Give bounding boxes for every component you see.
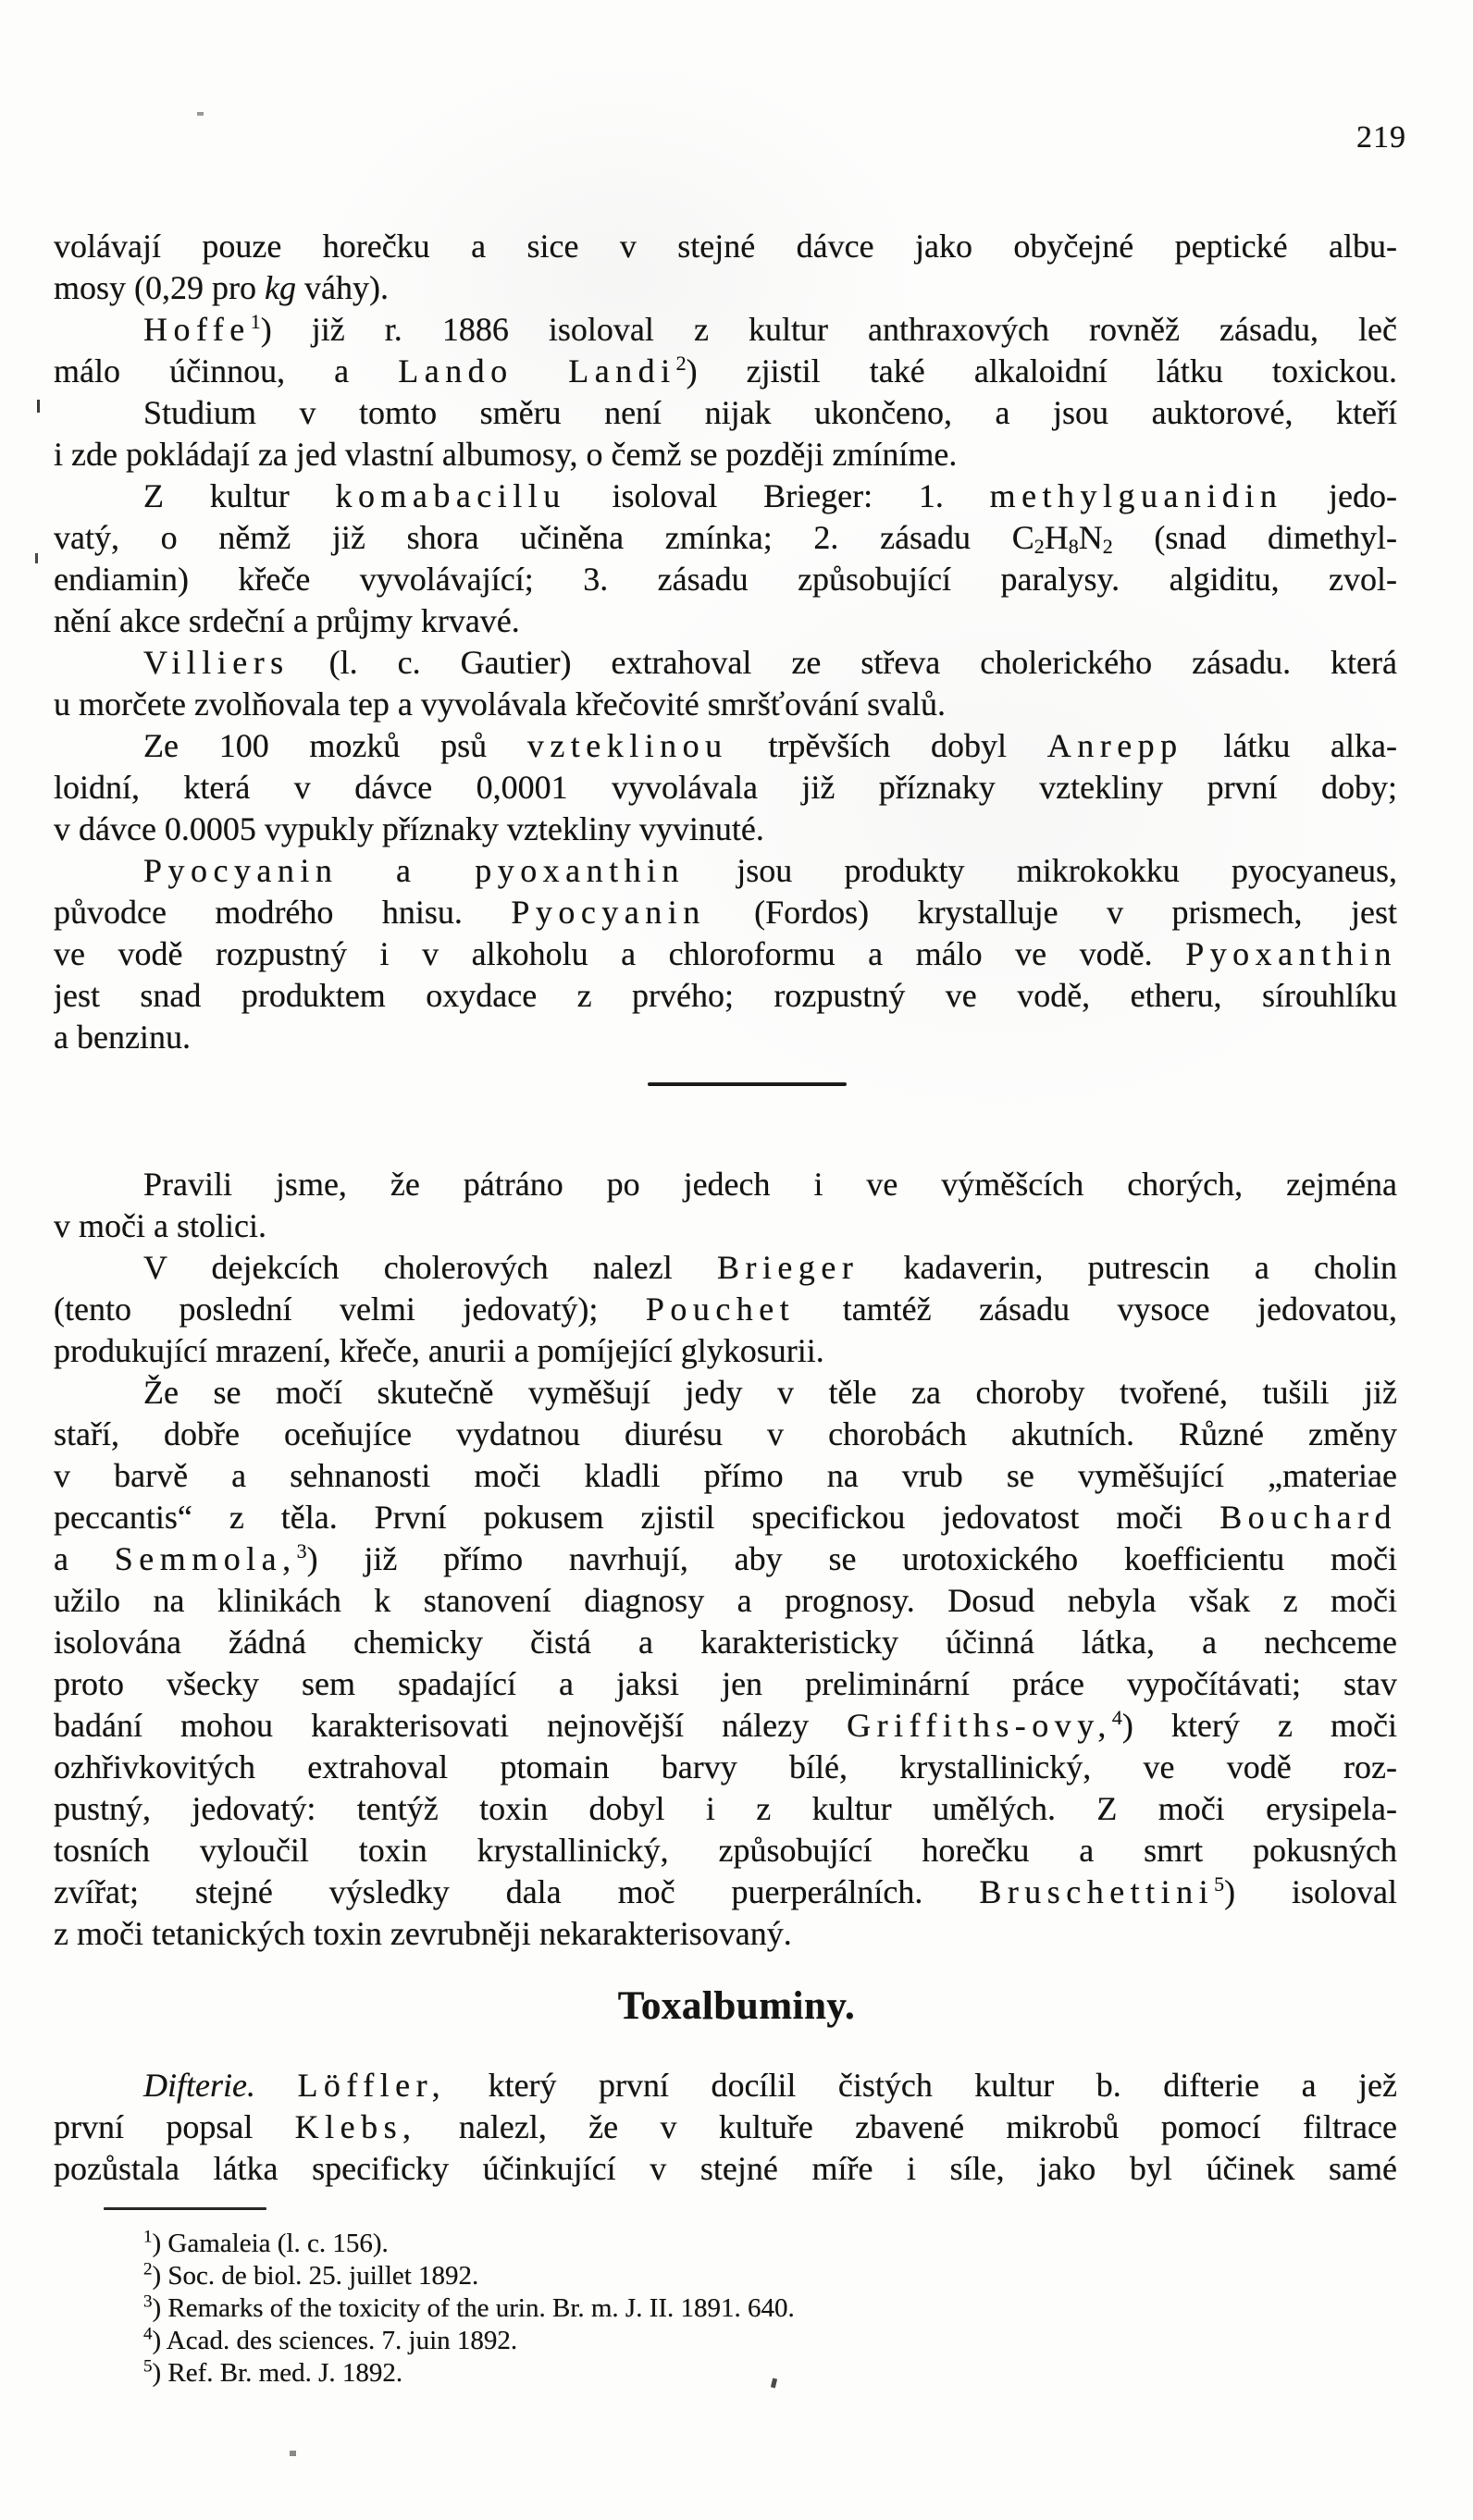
spaced-name: vzteklinou (526, 727, 728, 764)
text-run: váhy). (295, 269, 389, 306)
chem-subscript: 2 (1034, 534, 1045, 558)
text-run: první popsal (54, 2108, 295, 2145)
text-run: Ze 100 mozků psů (143, 727, 527, 764)
footnote-text: ) Soc. de biol. 25. juillet 1892. (152, 2261, 479, 2291)
text-line: tosních vyloučil toxin krystallinický, způsobující horečku a smrt pokusných (54, 1832, 1397, 1869)
text-line: a benzinu. (54, 1019, 191, 1056)
text-line: loidní, která v dávce 0,0001 vyvolávala již příznaky vztekliny první doby; (54, 769, 1397, 806)
text-run: (tento poslední velmi jedovatý); (54, 1291, 646, 1328)
text-line: ozhřivkovitých extrahoval ptomain barvy bílé, krystallinický, ve vodě roz- (54, 1748, 1397, 1785)
text-run: N (1078, 519, 1103, 556)
footnote-marker: 4 (143, 2325, 153, 2344)
text-run: nalezl, že v kultuře zbavené mikrobů pomocí filtrace (416, 2108, 1397, 2145)
footnote-item (54, 2325, 1397, 2357)
text-line (54, 351, 1397, 392)
text-line: z moči tetanických toxin zevrubněji nekarakterisovaný. (54, 1915, 792, 1952)
spaced-name: Villiers (143, 644, 290, 681)
text-line (54, 309, 1397, 351)
spaced-name: Hoffe (143, 311, 251, 348)
text-run (255, 2067, 297, 2104)
footnote-text: ) Acad. des sciences. 7. juin 1892. (152, 2326, 518, 2355)
footnote-item (54, 2260, 1397, 2292)
section-divider (648, 1082, 847, 1086)
footnote-marker: 3 (143, 2292, 153, 2312)
text-run: ) již r. 1886 isoloval z kultur anthraxových rovněž zásadu, leč (260, 311, 1397, 348)
text-line: jest snad produktem oxydace z prvého; rozpustný ve vodě, etheru, sírouhlíku (54, 977, 1397, 1014)
text-run: V dejekcích cholerových nalezl (143, 1249, 717, 1286)
text-line (54, 1247, 1397, 1289)
spaced-name: Anrepp (1046, 727, 1183, 764)
text-run: (l. c. Gautier) extrahoval ze střeva cholerického zásadu. která (289, 644, 1397, 681)
scan-speck (197, 112, 204, 116)
scan-speck (290, 2451, 296, 2456)
text-line: pozůstala látka specificky účinkující v stejné míře i síle, jako byl účinek samé (54, 2150, 1397, 2187)
text-line: Pravili jsme, že pátráno po jedech i ve výměšcích chorých, zejména (143, 1166, 1397, 1203)
text-line (54, 892, 1397, 933)
footnotes (54, 2228, 1397, 2390)
chem-subscript: 2 (1102, 534, 1113, 558)
text-run: vatý, o němž již shora učiněna zmínka; 2. zásadu C (54, 519, 1034, 556)
text-run: a (54, 1540, 115, 1577)
spaced-name: Semmola, (114, 1540, 297, 1577)
spaced-name: Pouchet (645, 1291, 796, 1328)
text-run: ) zjistil také alkaloidní látku toxickou. (686, 352, 1397, 389)
text-run: trpěvších dobyl (727, 727, 1047, 764)
text-line: v dávce 0.0005 vypukly příznaky vztekliny vyvinuté. (54, 810, 764, 847)
text-run: jedo- (1282, 477, 1397, 514)
text-run: kadaverin, putrescin a cholin (859, 1249, 1397, 1286)
text-run: H (1044, 519, 1069, 556)
text-run: zvířat; stejné výsledky dala moč puerperálních. (54, 1873, 980, 1910)
spaced-name: Pyocyanin a pyoxanthin (143, 852, 686, 889)
text-run: mosy (0,29 pro (54, 269, 265, 306)
text-line (54, 1289, 1397, 1330)
text-line (54, 850, 1397, 892)
spaced-name: methylguanidin (989, 477, 1283, 514)
footnote-item (54, 2228, 1397, 2260)
text-line: staří, dobře oceňujíce vydatnou diurésu v chorobách akutních. Různé změny (54, 1415, 1397, 1452)
spaced-name: Brieger (716, 1249, 860, 1286)
text-run: jsou produkty mikrokokku pyocyaneus, (685, 852, 1397, 889)
text-line (54, 642, 1397, 684)
footnote-divider (104, 2207, 266, 2210)
footnote-ref: 2 (675, 352, 687, 375)
text-line: v barvě a sehnanosti moči kladli přímo na vrub se vyměšující „materiae (54, 1457, 1397, 1494)
scan-speck (35, 553, 38, 563)
text-line (54, 1705, 1397, 1747)
text-line (54, 933, 1397, 975)
text-run: ) který z moči (1121, 1707, 1397, 1744)
text-line (54, 476, 1397, 517)
text-line (54, 2106, 1397, 2148)
text-line: Že se močí skutečně vyměšují jedy v těle za choroby tvořené, tušili již (143, 1374, 1397, 1411)
text-run: látku alka- (1182, 727, 1397, 764)
text-line: Studium v tomto směru není nijak ukončeno, a jsou auktorové, kteří (143, 394, 1397, 431)
text-line: v moči a stolici. (54, 1207, 266, 1244)
text-line: volávají pouze horečku a sice v stejné dávce jako obyčejné peptické albu- (54, 228, 1397, 265)
text-run: (snad dimethyl- (1112, 519, 1397, 556)
footnote-text: ) Remarks of the toxicity of the urin. Br. m. J. II. 1891. 640. (152, 2293, 795, 2323)
text-line: i zde pokládají za jed vlastní albumosy, o čemž se později zmíníme. (54, 436, 958, 473)
text-run: badání mohou karakterisovati nejnovější nálezy (54, 1707, 848, 1744)
chem-subscript: 8 (1068, 534, 1079, 558)
spaced-name: Griffiths-ovy, (847, 1707, 1112, 1744)
page-number: 219 (1356, 120, 1406, 154)
scan-speck (37, 400, 40, 413)
text-block-1 (54, 226, 1397, 1058)
text-line (54, 267, 1397, 309)
footnote-ref: 1 (250, 310, 261, 333)
text-run: ve vodě rozpustný i v alkoholu a chloroformu a málo ve vodě. (54, 935, 1186, 972)
spaced-name: komabacillu (335, 477, 566, 514)
text-run: ) isoloval (1224, 1873, 1397, 1910)
text-line (54, 725, 1397, 767)
spaced-name: Pyocyanin (511, 894, 706, 931)
text-line: nění akce srdeční a průjmy krvavé. (54, 602, 520, 639)
text-block-2 (54, 1164, 1397, 1955)
text-run: Z kultur (143, 477, 336, 514)
text-run: který první docílil čistých kultur b. difterie a jež (446, 2067, 1397, 2104)
footnote-marker: 5 (143, 2357, 153, 2377)
text-run: tamtéž zásadu vysoce jedovatou, (795, 1291, 1397, 1328)
text-line (54, 1538, 1397, 1580)
text-run: isoloval Brieger: 1. (565, 477, 990, 514)
footnote-ref: 3 (296, 1539, 307, 1563)
italic-term: Difterie. (143, 2067, 255, 2104)
spaced-name: Bruschettini (979, 1873, 1215, 1910)
spaced-name: Klebs, (294, 2108, 417, 2145)
text-line: isolována žádná chemicky čistá a karakteristicky účinná látka, a nechceme (54, 1624, 1397, 1661)
footnote-item (54, 2357, 1397, 2390)
italic-term: kg (265, 269, 296, 306)
footnote-item (54, 2292, 1397, 2325)
text-line: endiamin) křeče vyvolávající; 3. zásadu způsobující paralysy. algiditu, zvol- (54, 561, 1397, 598)
text-run: původce modrého hnisu. (54, 894, 512, 931)
footnote-text: ) Ref. Br. med. J. 1892. (152, 2358, 403, 2388)
text-line (54, 1871, 1397, 1913)
text-line: u morčete zvolňovala tep a vyvolávala křečovité smršťování svalů. (54, 686, 947, 723)
text-line: proto všecky sem spadající a jaksi jen preliminární práce vypočítávati; stav (54, 1665, 1397, 1702)
text-run: peccantis“ z těla. První pokusem zjistil specifickou jedovatost moči (54, 1499, 1220, 1536)
spaced-name: Bouchard (1219, 1499, 1397, 1536)
text-line (54, 517, 1397, 559)
text-block-3 (54, 2065, 1397, 2190)
footnote-marker: 2 (143, 2260, 153, 2279)
spaced-name: Lando Landi (398, 352, 676, 389)
text-line (54, 2065, 1397, 2106)
text-run: (Fordos) krystalluje v prismech, jest (705, 894, 1397, 931)
footnote-ref: 4 (1111, 1706, 1122, 1729)
footnote-marker: 1 (143, 2228, 153, 2247)
text-line: užilo na klinikách k stanovení diagnosy a prognosy. Dosud nebyla však z moči (54, 1582, 1397, 1619)
text-run: ) již přímo navrhují, aby se urotoxického koefficientu moči (306, 1540, 1397, 1577)
spaced-name: Pyoxanthin (1185, 935, 1397, 972)
text-line (54, 1497, 1397, 1538)
text-line: pustný, jedovatý: tentýž toxin dobyl i z kultur umělých. Z moči erysipela- (54, 1790, 1397, 1827)
footnote-ref: 5 (1214, 1872, 1225, 1896)
spaced-name: Löffler, (297, 2067, 447, 2104)
text-line: produkující mrazení, křeče, anurii a pomíjející glykosurii. (54, 1332, 824, 1369)
section-heading: Toxalbuminy. (617, 1984, 856, 2028)
footnote-text: ) Gamaleia (l. c. 156). (152, 2229, 389, 2258)
text-run: málo účinnou, a (54, 352, 399, 389)
